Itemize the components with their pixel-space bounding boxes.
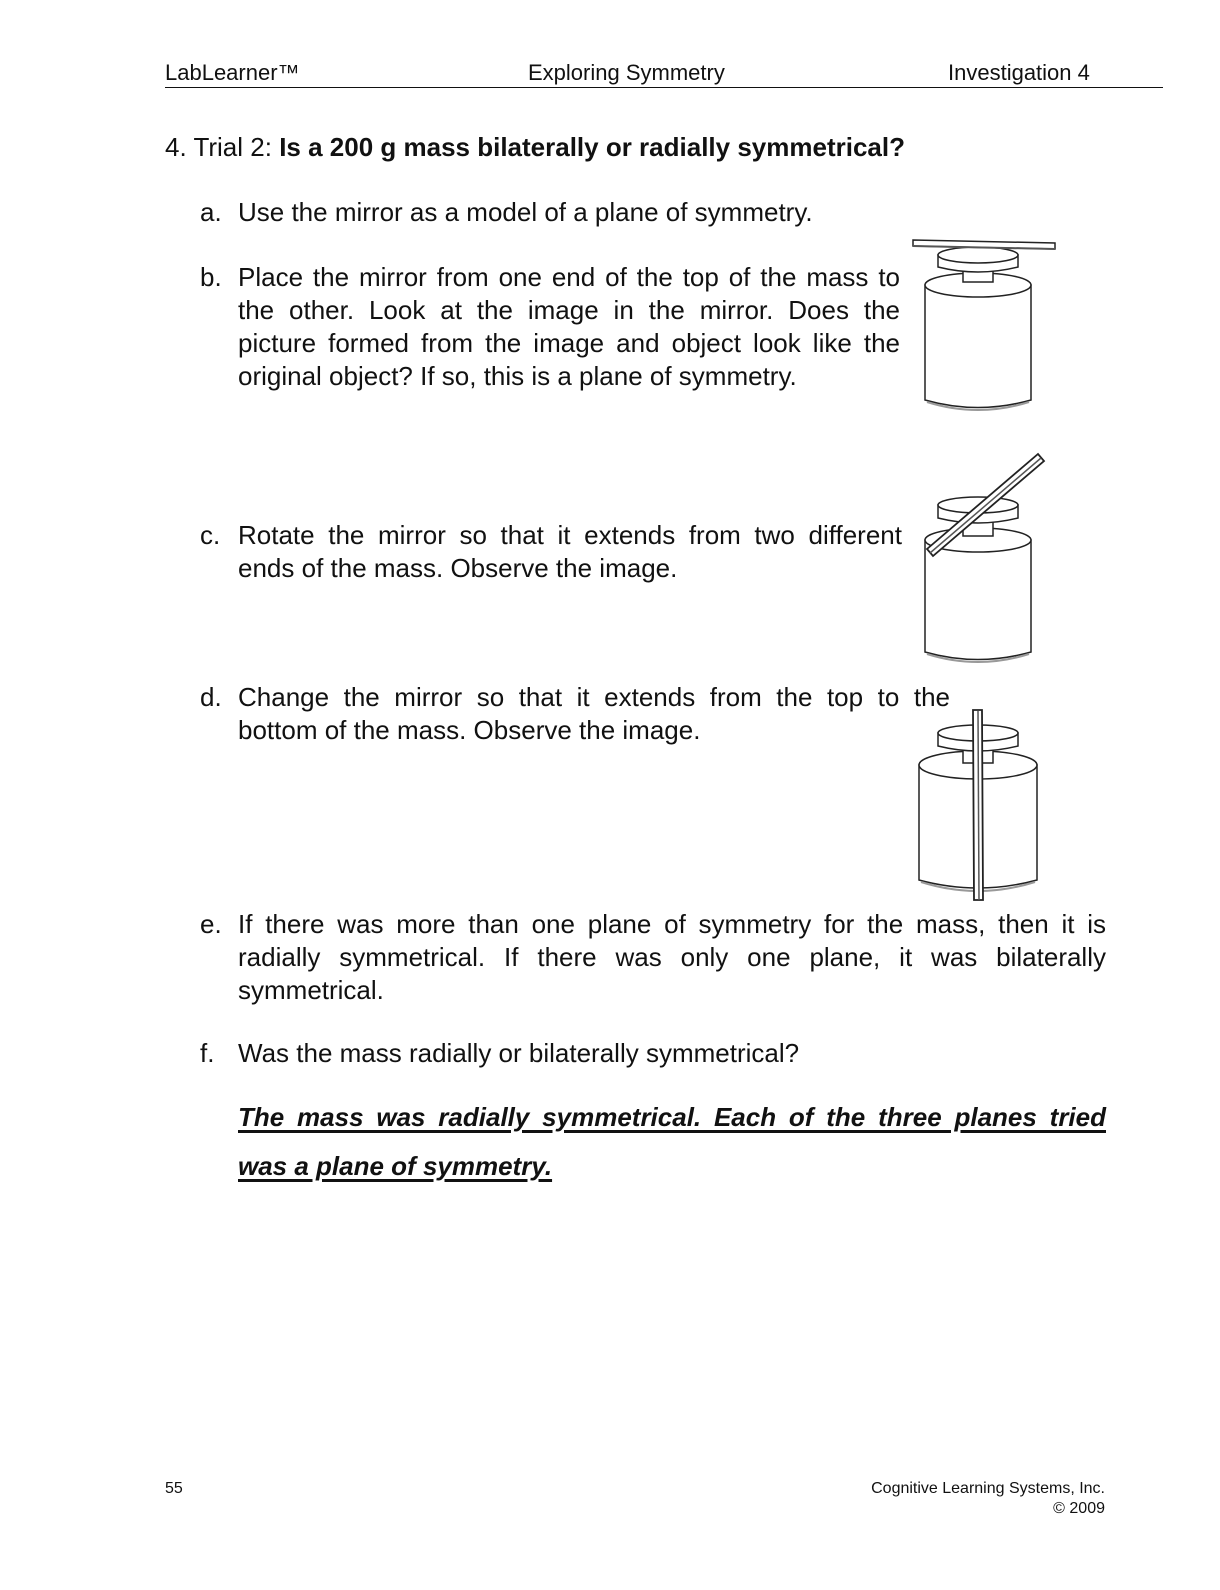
item-letter: f.	[200, 1038, 215, 1068]
item-text: Was the mass radially or bilaterally symmetrical?	[238, 1038, 800, 1068]
mirror-icon	[913, 240, 1055, 249]
item-text: If there was more than one plane of symmetry for the mass, then it is radially symmetrical. If there was only one plane, it was bilaterally symmetrical.	[238, 909, 1106, 1005]
footer-company: Cognitive Learning Systems, Inc.	[871, 1480, 1105, 1497]
item-text: Change the mirror so that it extends from the top to the bottom of the mass. Observe the image.	[238, 682, 950, 745]
item-text: Use the mirror as a model of a plane of symmetry.	[238, 197, 813, 227]
page-number: 55	[165, 1480, 183, 1497]
item-letter: e.	[200, 909, 222, 939]
question-prefix: Trial 2:	[193, 132, 272, 162]
question-number: 4.	[165, 132, 187, 162]
header-right: Investigation 4	[948, 60, 1090, 85]
question-title: Is a 200 g mass bilaterally or radially symmetrical?	[279, 132, 905, 162]
header-left: LabLearner™	[165, 60, 300, 85]
item-text: Rotate the mirror so that it extends from two different ends of the mass. Observe the image.	[238, 520, 902, 583]
mass-icon	[925, 497, 1031, 662]
mirror-icon	[973, 710, 983, 900]
answer-text: The mass was radially symmetrical. Each of the three planes tried was a plane of symmetry.	[238, 1102, 1106, 1181]
header-rule	[165, 87, 1163, 88]
item-letter: c.	[200, 520, 221, 550]
header-center: Exploring Symmetry	[528, 60, 725, 85]
mass-mirror-vertical-figure	[905, 700, 1065, 910]
item-text: Place the mirror from one end of the top of the mass to the other. Look at the image in the mirror. Does the picture formed from the image and object look like the original object? If so, this is a plane of symmetry.	[238, 262, 900, 391]
item-letter: d.	[200, 682, 222, 712]
mass-mirror-horizontal-figure	[905, 230, 1065, 420]
question-heading	[165, 132, 905, 163]
mass-icon	[925, 247, 1031, 410]
item-letter: a.	[200, 197, 222, 227]
mass-mirror-diagonal-figure	[905, 445, 1065, 675]
footer-copyright: © 2009	[1053, 1500, 1105, 1517]
item-letter: b.	[200, 262, 222, 292]
